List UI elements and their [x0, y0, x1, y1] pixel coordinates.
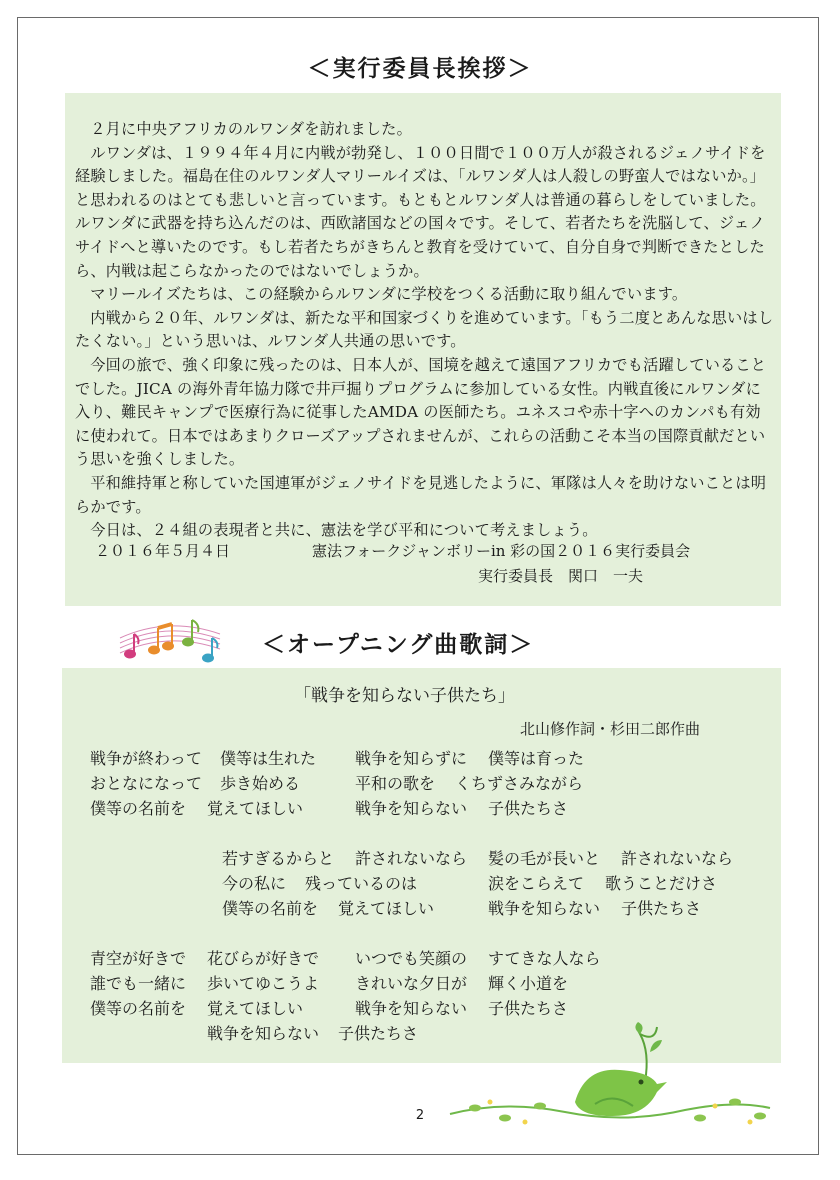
lyric-line: 誰でも一緒に — [90, 974, 187, 993]
lyric-line: くちずさみながら — [455, 774, 584, 793]
lyric-line: 平和の歌を — [355, 774, 436, 793]
lyric-line: 子供たちさ — [488, 799, 569, 818]
lyric-line: 覚えてほしい — [207, 799, 304, 818]
lyric-line: 戦争を知らずに — [355, 749, 468, 768]
lyric-line: 今の私に — [222, 874, 287, 893]
lyric-line: 花びらが好きで — [207, 949, 320, 968]
lyric-line: 僕等の名前を — [90, 999, 187, 1018]
opening-title: ＜オープニング曲歌詞＞ — [262, 631, 535, 658]
lyric-line: 歌うことだけさ — [605, 874, 718, 893]
song-title: 「戦争を知らない子供たち」 — [294, 686, 515, 706]
lyric-line: 子供たちさ — [338, 1024, 419, 1043]
lyric-line: 僕等は育った — [488, 749, 585, 768]
lyric-line: 輝く小道を — [488, 974, 569, 993]
lyric-line: 戦争が終わって — [90, 749, 202, 768]
greeting-paragraph: マリールイズたちは、この経験からルワンダに学校をつくる活動に取り組んでいます。 — [90, 285, 688, 304]
lyric-line: 涙をこらえて — [488, 874, 585, 893]
lyric-line: おとなになって — [90, 774, 203, 793]
greeting-paragraph: 平和維持軍と称していた国連軍がジェノサイドを見逃したように、軍隊は人々を助けないことは明らかです。 — [75, 473, 767, 516]
lyric-line: 僕等の名前を — [90, 799, 187, 818]
lyric-line: 覚えてほしい — [207, 999, 304, 1018]
greeting-paragraph: ２月に中央アフリカのルワンダを訪れました。 — [90, 120, 412, 138]
lyric-line: 戦争を知らない — [207, 1024, 320, 1043]
lyric-line: すてきな人なら — [488, 949, 601, 968]
greeting-paragraph: 内戦から２０年、ルワンダは、新たな平和国家づくりを進めています。「もう二度とあんな思いはしたくない。」という思いは、ルワンダ人共通の思いです。 — [75, 308, 774, 351]
lyric-line: 戦争を知らない — [488, 899, 601, 918]
lyric-line: いつでも笑顔の — [355, 949, 468, 968]
lyric-line: 若すぎるからと — [222, 849, 335, 868]
lyric-line: 髪の毛が長いと — [488, 849, 601, 868]
lyric-line: 僕等の名前を — [222, 899, 319, 918]
lyric-line: 残っているのは — [305, 874, 418, 893]
music-notes-icon — [118, 612, 222, 666]
lyric-line: 子供たちさ — [488, 999, 569, 1018]
song-credit: 北山修作詞・杉田二郎作曲 — [520, 720, 701, 738]
greeting-body — [75, 118, 775, 543]
lyric-line: 許されないなら — [355, 849, 468, 868]
lyric-line: 僕等は生れた — [220, 749, 317, 768]
greeting-paragraph: 今回の旅で、強く印象に残ったのは、日本人が、国境を越えて遠国アフリカでも活躍していることでした。JICA の海外青年協力隊で井戸掘りプログラムに参加している女性。内戦直後にルワンダに入り、難民キャンプで医療行為に従事したAMDA の医師たち。ユネスコや赤十字へのカンパも有効に使われて。日本ではあまりクローズアップされませんが、これらの活動こそ本当の国際貢献だという思いを強くしました。 — [75, 355, 767, 469]
lyric-line: 戦争を知らない — [355, 799, 468, 818]
greeting-title: ＜実行委員長挨拶＞ — [307, 55, 533, 82]
greeting-signer: 実行委員長 関口 一夫 — [478, 567, 644, 585]
lyric-line: 覚えてほしい — [338, 899, 435, 918]
lyric-line: 許されないなら — [621, 849, 734, 868]
lyric-line: 歩いてゆこうよ — [207, 974, 320, 993]
lyric-line: 戦争を知らない — [355, 999, 468, 1018]
lyric-line: きれいな夕日が — [355, 974, 468, 993]
greeting-organization: 憲法フォークジャンボリーin 彩の国２０１６実行委員会 — [312, 542, 691, 560]
lyric-line: 子供たちさ — [621, 899, 702, 918]
page-number: 2 — [415, 1108, 425, 1123]
lyric-line: 青空が好きで — [90, 949, 187, 968]
greeting-paragraph: ルワンダは、１９９４年４月に内戦が勃発し、１００日間で１００万人が殺されるジェノサイドを経験しました。福島在住のルワンダ人マリールイズは、「ルワンダ人は人殺しの野蛮人ではないか。」と思われるのはとても悲しいと言っています。もともとルワンダ人は普通の暮らしをしていました。ルワンダに武器を持ち込んだのは、西欧諸国などの国々です。そして、若者たちを洗脳して、ジェノサイドへと導いたのです。もし若者たちがきちんと教育を受けていて、自分自身で判断できたとしたら、内戦は起こらなかったのではないでしょうか。 — [75, 143, 766, 280]
greeting-paragraph: 今日は、２４組の表現者と共に、憲法を学び平和について考えましょう。 — [90, 521, 598, 540]
greeting-date: ２０１６年５月４日 — [95, 542, 231, 560]
lyric-line: 歩き始める — [220, 774, 301, 793]
